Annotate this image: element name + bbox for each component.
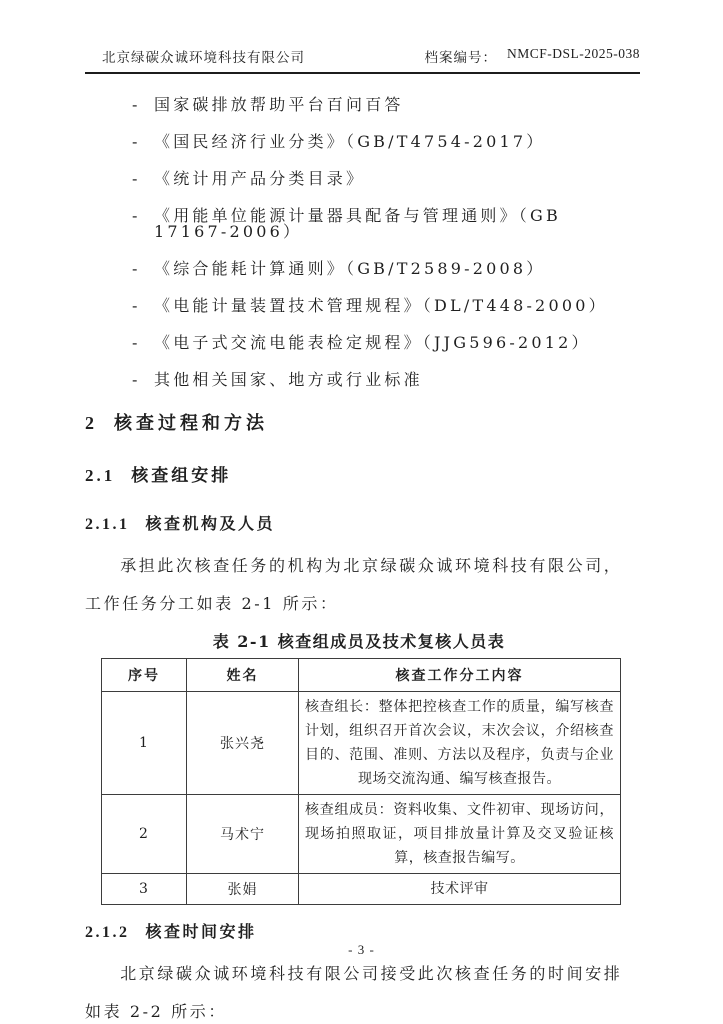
page-number: - 3 - xyxy=(348,942,375,957)
dash-bullet: - xyxy=(132,259,138,278)
reference-text: 《统计用产品分类目录》 xyxy=(154,169,366,188)
table-row xyxy=(102,692,621,795)
section-title: 核查过程和方法 xyxy=(114,413,268,434)
cell-duty: 核查组长：整体把控核查工作的质量，编写核查计划，组织召开首次会议，末次会议，介绍核查目的、范围、准则、方法以及程序，负责与企业现场交流沟通、编写核查报告。 xyxy=(299,692,621,795)
reference-text: 《电能计量装置技术管理规程》（DL/T448-2000） xyxy=(154,296,608,315)
header-company-name: 北京绿碳众诚环境科技有限公司 xyxy=(102,50,305,66)
section-title: 核查机构及人员 xyxy=(145,514,276,533)
cell-serial-number: 1 xyxy=(102,692,187,795)
paragraph-line: 北京绿碳众诚环境科技有限公司接受此次核查任务的时间安排 xyxy=(120,964,623,983)
reference-list-item xyxy=(85,372,640,388)
section-heading-2 xyxy=(85,409,640,435)
paragraph-team-intro xyxy=(85,547,640,623)
paragraph-schedule-intro xyxy=(85,955,640,1024)
cell-name: 张兴尧 xyxy=(187,692,299,795)
column-header-duty: 核查工作分工内容 xyxy=(299,659,621,692)
section-number: 2 xyxy=(85,413,98,433)
reference-text: 《用能单位能源计量器具配备与管理通则》（GB 17167-2006） xyxy=(154,206,561,241)
cell-name: 张娟 xyxy=(187,874,299,905)
dash-bullet: - xyxy=(132,206,138,225)
reference-text: 《电子式交流电能表检定规程》（JJG596-2012） xyxy=(154,333,591,352)
cell-duty: 技术评审 xyxy=(299,874,621,905)
reference-text: 《综合能耗计算通则》（GB/T2589-2008） xyxy=(154,259,546,278)
table-caption: 表 2-1 核查组成员及技术复核人员表 xyxy=(212,632,506,651)
header-file-number xyxy=(424,46,640,66)
table-row xyxy=(102,874,621,905)
dash-bullet: - xyxy=(132,333,138,352)
section-title: 核查时间安排 xyxy=(145,922,257,941)
table-header-row xyxy=(102,659,621,692)
page-header xyxy=(85,0,640,74)
reference-text: 国家碳排放帮助平台百问百答 xyxy=(154,95,404,114)
paragraph-line: 工作任务分工如表 2-1 所示： xyxy=(85,594,339,613)
section-heading-2-1 xyxy=(85,461,640,486)
reference-list-item xyxy=(85,335,640,351)
section-heading-2-1-1 xyxy=(85,511,640,534)
table-body xyxy=(102,692,621,905)
cell-name: 马术宁 xyxy=(187,795,299,874)
file-number-value: NMCF-DSL-2025-038 xyxy=(506,46,640,61)
reference-list-item xyxy=(85,208,640,240)
section-heading-2-1-2 xyxy=(85,919,640,942)
reference-text: 其他相关国家、地方或行业标准 xyxy=(154,370,423,389)
column-header-no: 序号 xyxy=(102,659,187,692)
file-number-label: 档案编号： xyxy=(424,50,497,66)
column-header-name: 姓名 xyxy=(187,659,299,692)
section-number: 2.1.1 xyxy=(85,516,130,533)
dash-bullet: - xyxy=(132,370,138,389)
reference-list-item xyxy=(85,134,640,150)
reference-list-item xyxy=(85,171,640,187)
paragraph-line: 承担此次核查任务的机构为北京绿碳众诚环境科技有限公司， xyxy=(120,556,623,575)
reference-list xyxy=(85,97,640,388)
section-number: 2.1 xyxy=(85,466,116,485)
dash-bullet: - xyxy=(132,95,138,114)
dash-bullet: - xyxy=(132,132,138,151)
members-table xyxy=(101,658,621,905)
table-row xyxy=(102,795,621,874)
dash-bullet: - xyxy=(132,169,138,188)
reference-list-item xyxy=(85,261,640,277)
section-number: 2.1.2 xyxy=(85,924,130,941)
cell-serial-number: 2 xyxy=(102,795,187,874)
paragraph-line: 如表 2-2 所示： xyxy=(85,1002,227,1021)
section-title: 核查组安排 xyxy=(131,466,232,486)
cell-duty: 核查组成员：资料收集、文件初审、现场访问，现场拍照取证，项目排放量计算及交叉验证核算，核查报告编写。 xyxy=(299,795,621,874)
reference-list-item xyxy=(85,97,640,113)
reference-list-item xyxy=(85,298,640,314)
cell-serial-number: 3 xyxy=(102,874,187,905)
dash-bullet: - xyxy=(132,296,138,315)
reference-text: 《国民经济行业分类》（GB/T4754-2017） xyxy=(154,132,546,151)
